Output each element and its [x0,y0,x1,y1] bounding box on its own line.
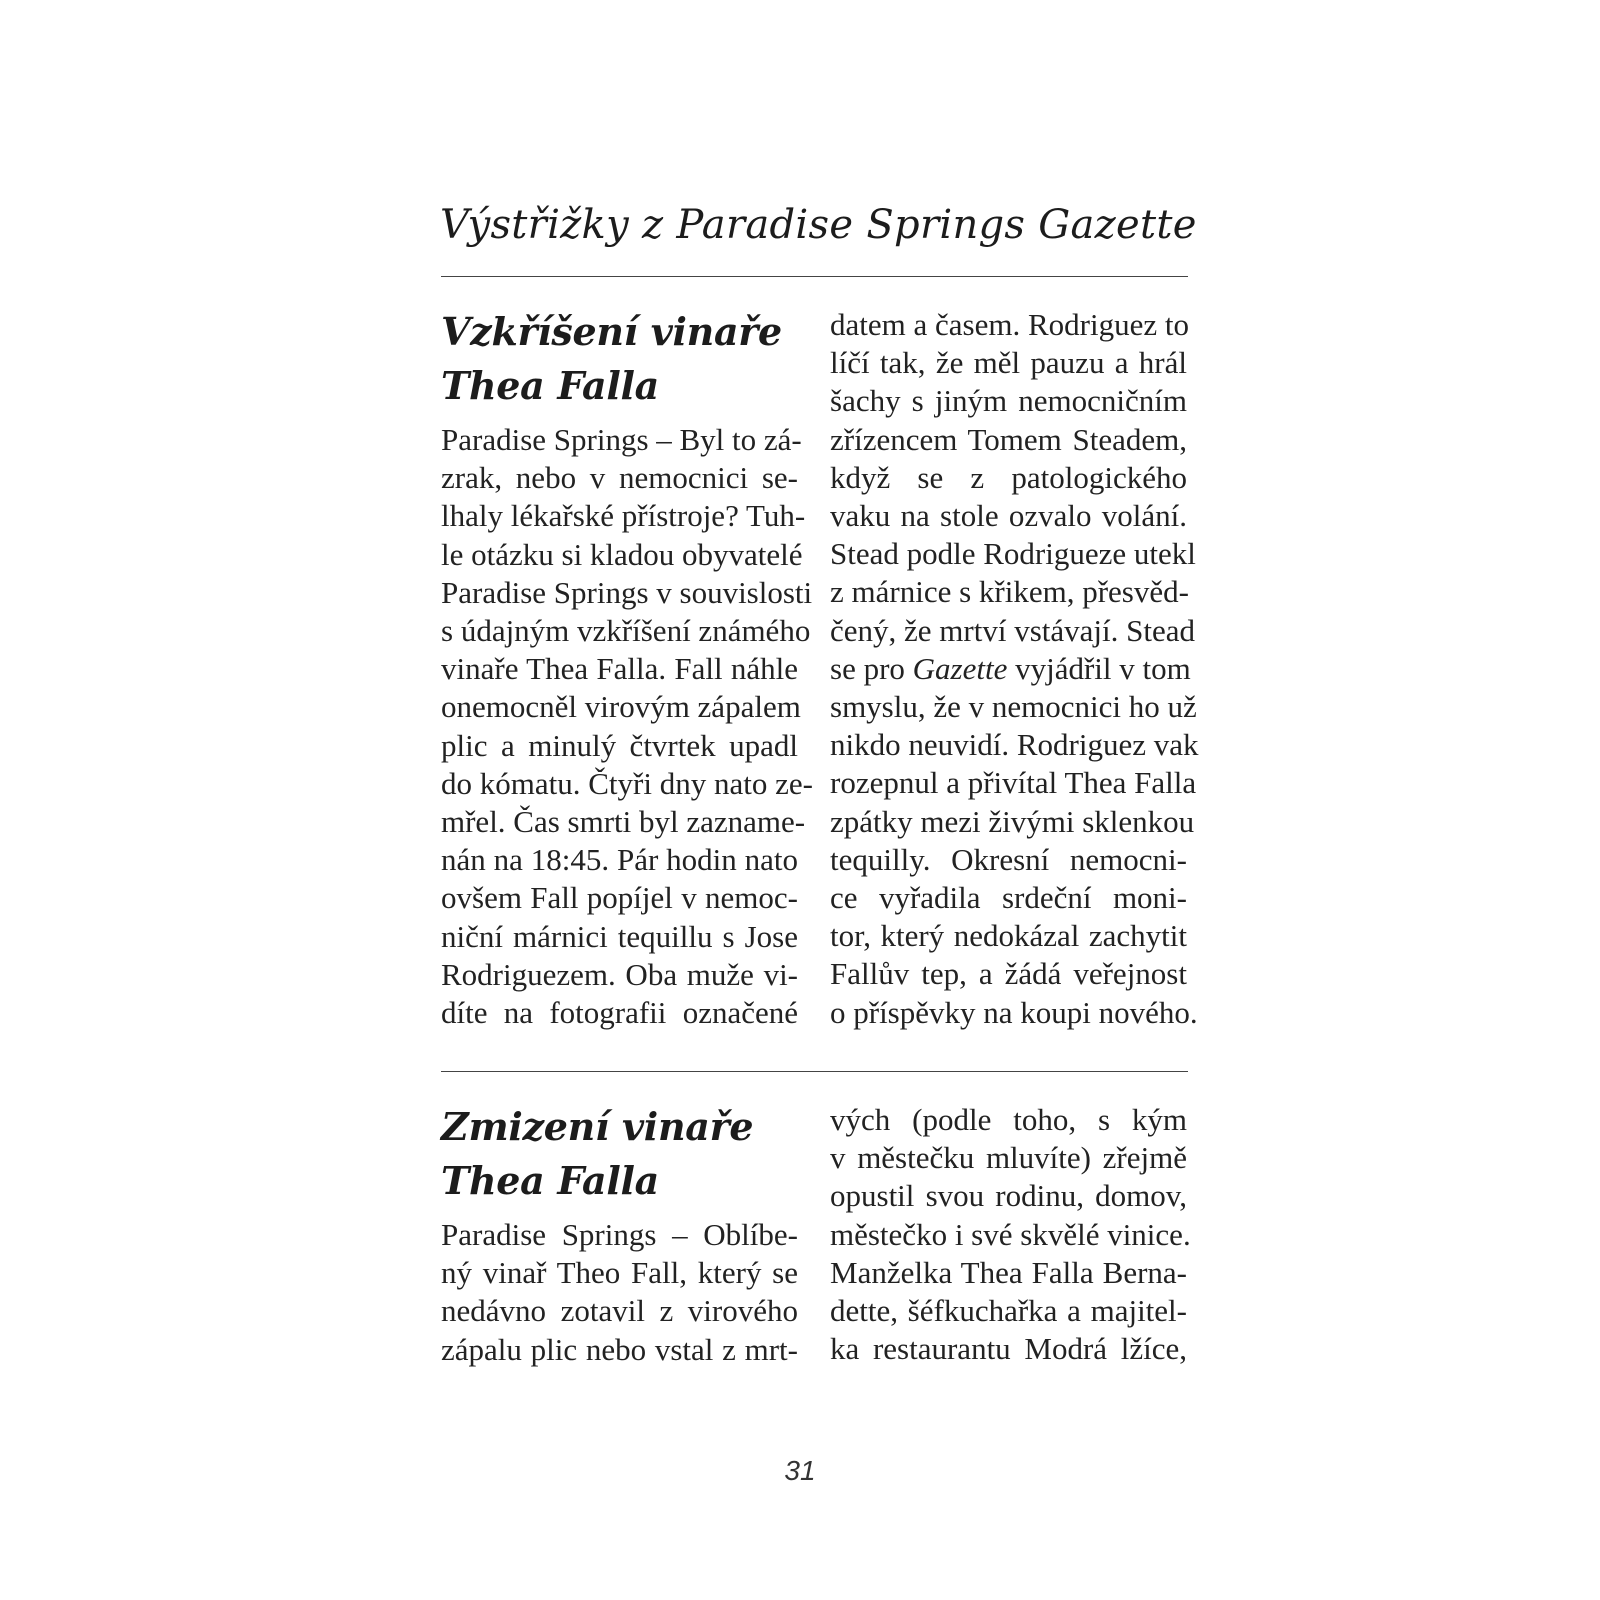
text-line: zápalu plic nebo vstal z mrt- [441,1331,798,1367]
page-number: 31 [784,1455,816,1486]
text-line: Fallův tep, a žádá veřejnost [830,956,1187,992]
text-line: ovšem Fall popíjel v nemoc- [441,880,798,916]
text-line: o příspěvky na koupi nového. [830,994,1198,1030]
text-line: Stead podle Rodrigueze utekl [830,536,1196,572]
text-line: Paradise Springs v souvislosti [441,574,813,610]
text-line-with-italic [830,650,1191,688]
article1-headline-line: Vzkříšení vinaře [441,309,782,354]
text-line: datem a časem. Rodriguez to [830,307,1189,342]
text-fragment: se pro [830,650,913,686]
text-line: rozepnul a přivítal Thea Falla [830,765,1197,801]
article2-headline-line: Zmizení vinaře [441,1104,754,1149]
text-line: když se z patologického [830,459,1187,495]
running-header: Výstřižky z Paradise Springs Gazette [440,202,1197,248]
text-line: nikdo neuvidí. Rodriguez vak [830,727,1199,763]
article2-headline [441,1100,798,1208]
text-line: zřízencem Tomem Steadem, [830,421,1187,457]
article1-headline-line: Thea Falla [441,363,659,408]
text-line: plic a minulý čtvrtek upadl [441,727,798,763]
text-line: líčí tak, že měl pauzu a hrál [830,345,1187,381]
article2-left-column [441,1216,798,1369]
article1-right-column [830,306,1199,1032]
article1-left-column [441,421,813,1032]
text-line: dette, šéfkuchařka a majitel- [830,1293,1187,1329]
text-line: do kómatu. Čtyři dny nato ze- [441,765,813,801]
article-divider [441,1071,1188,1072]
text-line: z márnice s křikem, přesvěd- [830,574,1189,610]
text-line: mřel. Čas smrti byl zazname- [441,804,806,840]
article2-right-column [830,1101,1191,1368]
article2-headline-line: Thea Falla [441,1158,659,1203]
text-line: vinaře Thea Falla. Fall náhle [441,651,798,687]
text-line: městečko i své skvělé vinice. [830,1216,1191,1252]
text-line: smyslu, že v nemocnici ho už [830,689,1197,725]
top-divider [441,276,1188,277]
text-line: vých (podle toho, s kým [830,1102,1187,1137]
text-line: tequilly. Okresní nemocni- [830,841,1187,877]
text-line: díte na fotografii označené [441,995,798,1031]
text-line: vaku na stole ozvalo volání. [830,498,1187,534]
text-line: šachy s jiným nemocničním [830,383,1187,419]
text-fragment: vyjádřil v tom [1007,650,1191,686]
text-line: ný vinař Theo Fall, který se [441,1255,798,1291]
text-line: Rodriguezem. Oba muže vi- [441,956,798,992]
text-line: le otázku si kladou obyvatelé [441,536,803,572]
text-line: niční márnici tequillu s Jose [441,918,798,954]
text-line: nán na 18:45. Pár hodin nato [441,842,798,878]
text-line: onemocněl virovým zápalem [441,689,801,725]
text-line: Paradise Springs – Oblíbe- [441,1217,798,1252]
text-line: čený, že mrtví vstávají. Stead [830,612,1195,648]
text-line: s údajným vzkříšení známého [441,613,811,649]
text-line: opustil svou rodinu, domov, [830,1178,1187,1214]
text-line: Paradise Springs – Byl to zá- [441,422,802,457]
newspaper-name: Gazette [912,650,1008,686]
text-line: ce vyřadila srdeční moni- [830,880,1187,916]
article1-headline [441,305,798,413]
text-line: nedávno zotavil z virového [441,1293,798,1329]
text-line: v městečku mluvíte) zřejmě [830,1140,1187,1176]
text-line: zpátky mezi živými sklenkou [830,803,1195,839]
text-line: lhaly lékařské přístroje? Tuh- [441,498,806,534]
text-line: zrak, nebo v nemocnici se- [441,460,798,496]
text-line: ka restaurantu Modrá lžíce, [830,1331,1187,1367]
text-line: tor, který nedokázal zachytit [830,918,1187,954]
text-line: Manželka Thea Falla Berna- [830,1254,1187,1290]
